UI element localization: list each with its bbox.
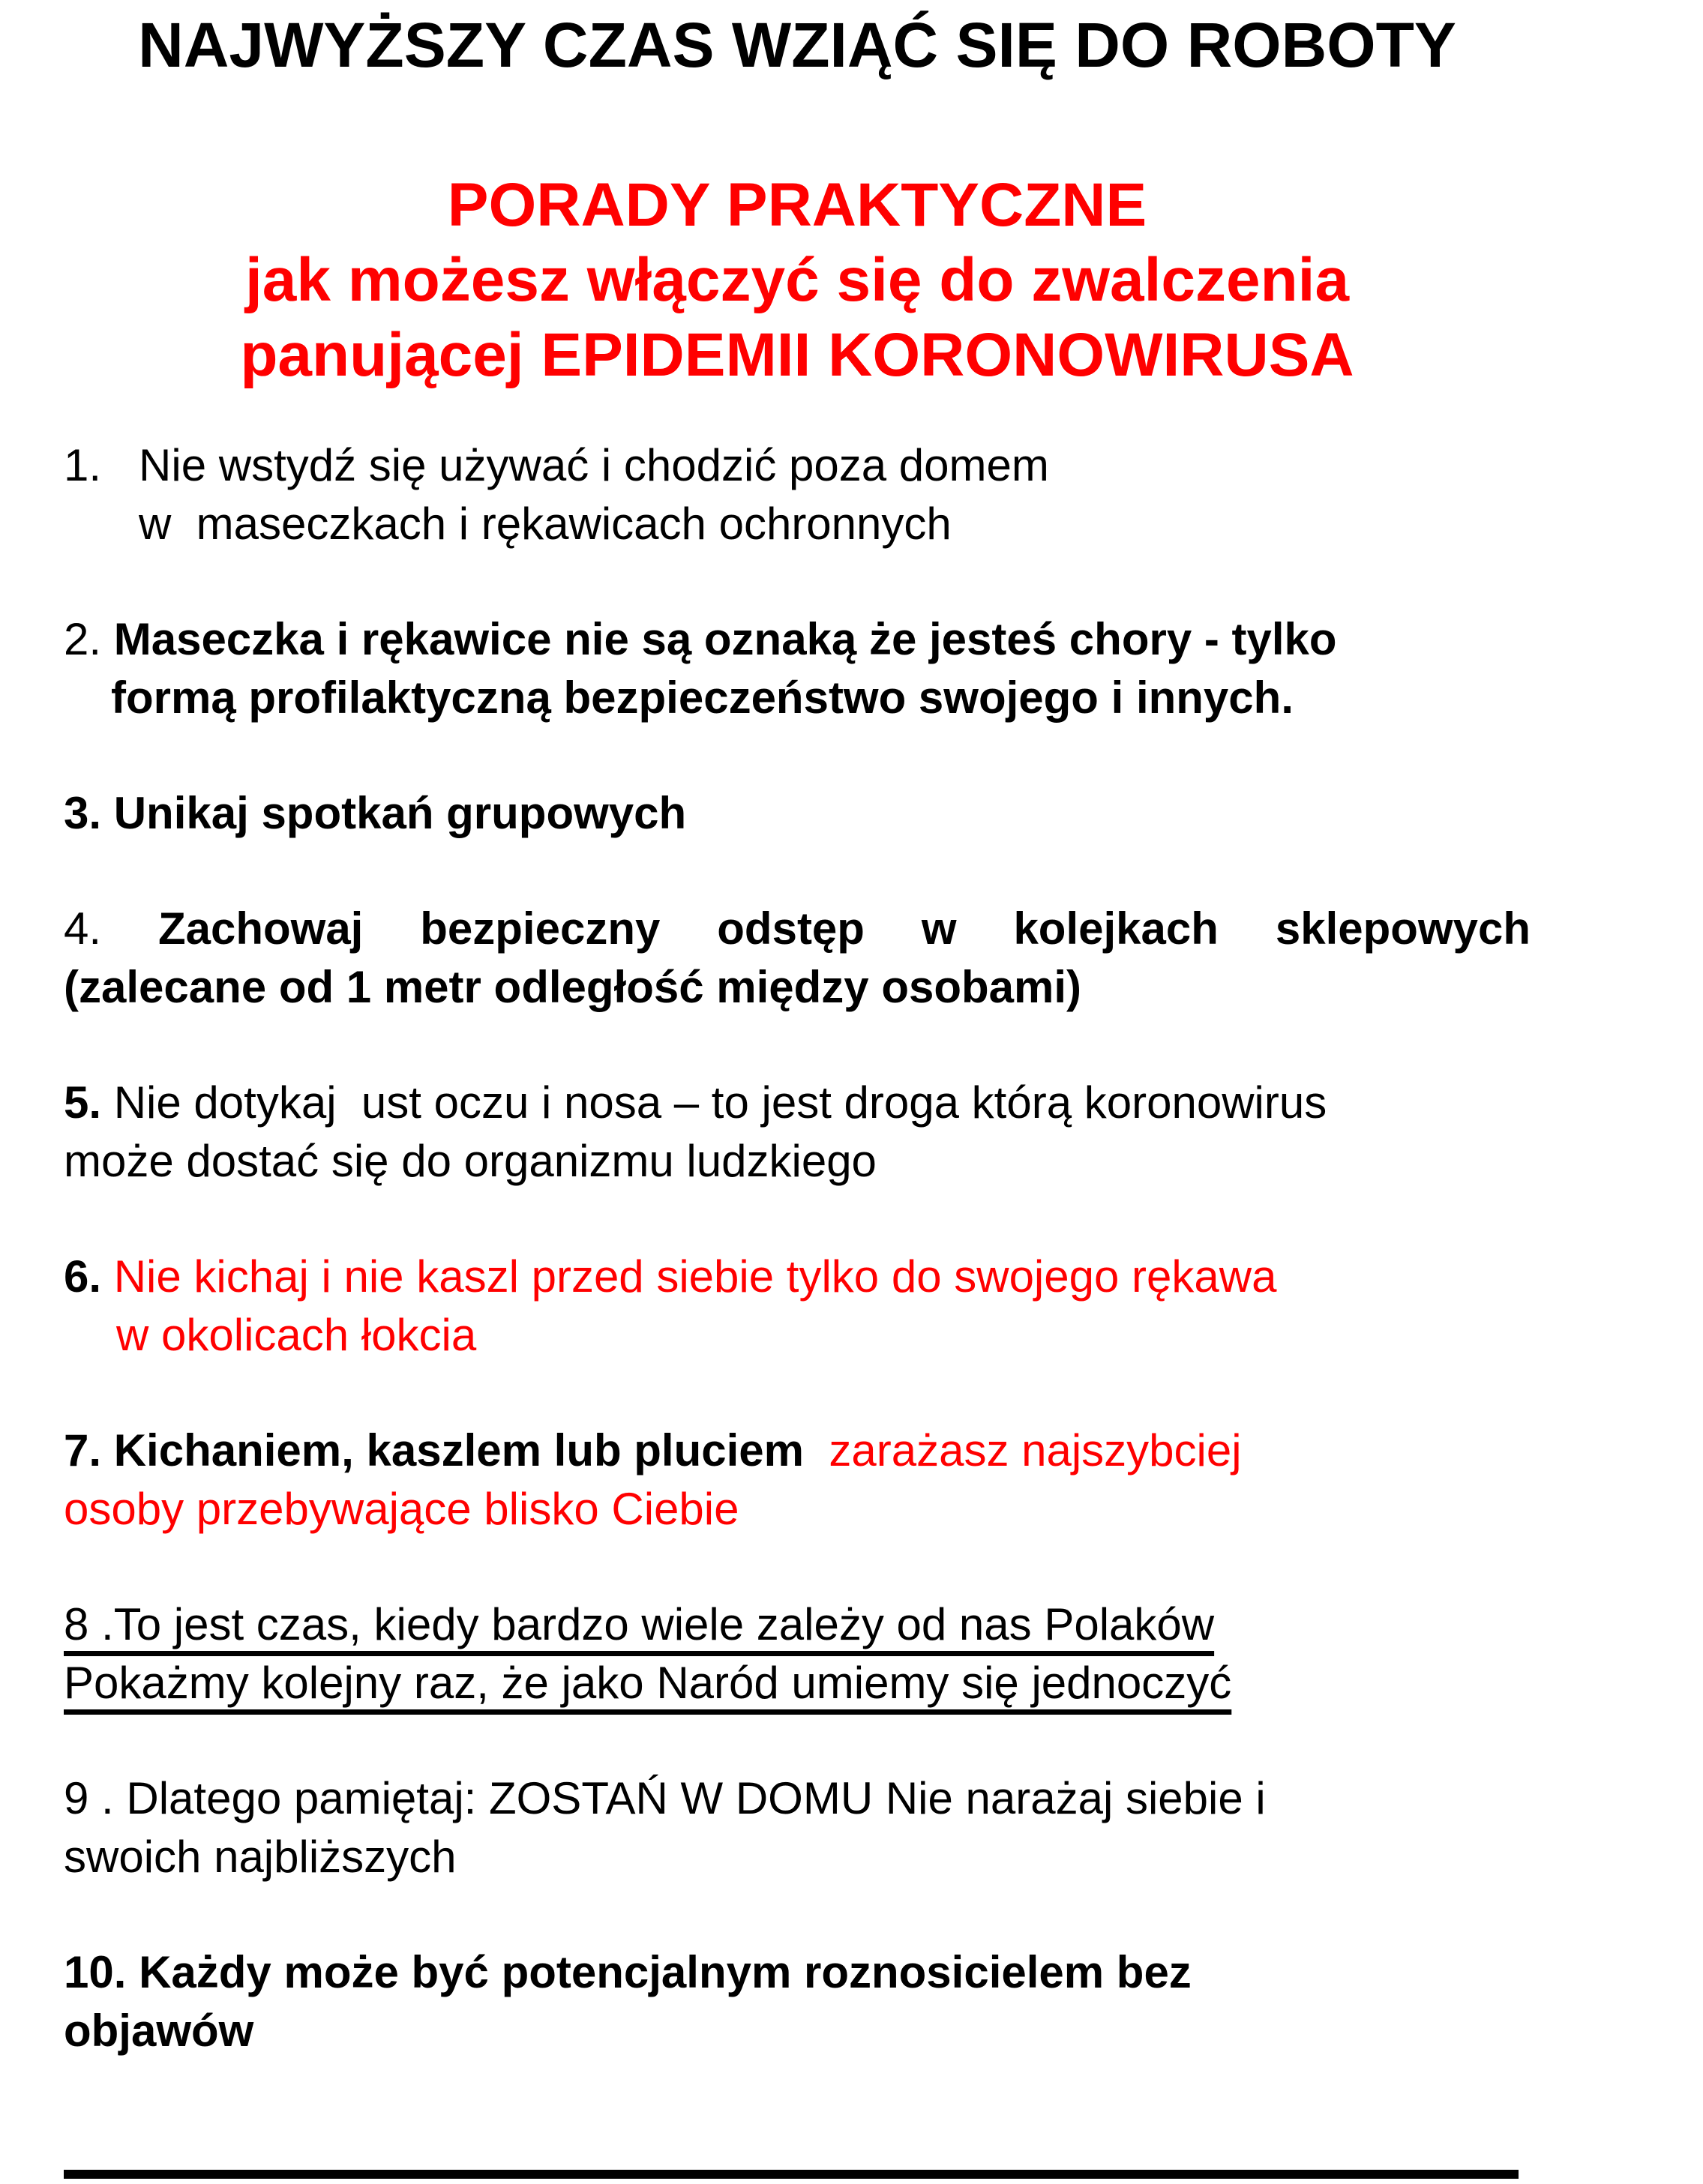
subtitle-line-3: panującej EPIDEMII KORONOWIRUSA [240, 321, 1354, 389]
item-9-line-1: 9 . Dlatego pamiętaj: ZOSTAŃ W DOMU Nie narażaj siebie i [64, 1773, 1266, 1823]
advice-item-2 [64, 610, 1531, 727]
item-7-bold-text: 7. Kichaniem, kaszlem lub pluciem [64, 1425, 805, 1475]
item-1-line-2: w maseczkach i rękawicach ochronnych [139, 499, 952, 549]
item-8-line-2: Pokażmy kolejny raz, że jako Naród umiemy się jednoczyć [64, 1658, 1232, 1708]
item-8-line-1: 8 .To jest czas, kiedy bardzo wiele zależy od nas Polaków [64, 1599, 1215, 1649]
advice-item-5 [64, 1074, 1531, 1191]
item-9-line-2: swoich najbliższych [64, 1832, 457, 1882]
advice-item-10 [64, 1943, 1531, 2060]
subtitle-line-2: jak możesz włączyć się do zwalczenia [244, 246, 1350, 314]
item-10-line-2: objawów [64, 2006, 254, 2056]
item-4-word: w [921, 903, 957, 954]
advice-item-6 [64, 1248, 1531, 1365]
advice-item-8 [64, 1595, 1531, 1712]
item-2-line-1 [64, 610, 1531, 669]
item-7-line-2: osoby przebywające blisko Ciebie [64, 1484, 739, 1534]
document-subtitle [64, 168, 1531, 393]
advice-item-9 [64, 1769, 1531, 1886]
item-2-number: 2. [64, 614, 114, 664]
item-4-line-2: (zalecane od 1 metr odległość między osobami) [64, 962, 1082, 1012]
item-7-line-1 [64, 1422, 1531, 1480]
item-2-bold-text: Maseczka i rękawice nie są oznaką że jesteś chory - tylko [113, 614, 1337, 664]
item-6-number: 6. [64, 1251, 102, 1302]
item-1-line-1: 1. Nie wstydź się używać i chodzić poza domem [64, 440, 1049, 490]
item-5-line-2: może dostać się do organizmu ludzkiego [64, 1136, 877, 1186]
item-2-line-2: formą profilaktyczną bezpieczeństwo swojego i innych. [111, 673, 1294, 723]
item-4-line-1 [64, 900, 1531, 958]
item-10-line-1: 10. Każdy może być potencjalnym roznosicielem bez [64, 1947, 1192, 1997]
item-4-word: kolejkach [1013, 903, 1219, 954]
advice-item-1 [64, 436, 1531, 553]
item-6-red-text: Nie kichaj i nie kaszl przed siebie tylko do swojego rękawa [101, 1251, 1277, 1302]
item-7-red-text: zarażasz najszybciej [804, 1425, 1242, 1475]
advice-item-7 [64, 1422, 1531, 1538]
item-4-word: odstęp [717, 903, 865, 954]
item-4-word: sklepowych [1275, 903, 1531, 954]
item-4-word: Zachowaj [157, 903, 364, 954]
item-6-line-2: w okolicach łokcia [116, 1310, 477, 1360]
item-5-number: 5. [64, 1077, 102, 1128]
document-title: NAJWYŻSZY CZAS WZIĄĆ SIĘ DO ROBOTY [138, 10, 1456, 80]
item-3-line-1: 3. Unikaj spotkań grupowych [64, 788, 687, 838]
item-4-word: bezpieczny [420, 903, 661, 954]
item-5-line-1 [64, 1074, 1531, 1132]
advice-item-3 [64, 784, 1531, 843]
subtitle-line-1: PORADY PRAKTYCZNE [447, 171, 1147, 239]
item-4-number: 4. [64, 903, 102, 954]
item-5-text: Nie dotykaj ust oczu i nosa – to jest droga którą koronowirus [101, 1077, 1327, 1128]
bottom-divider [64, 2170, 1519, 2179]
advice-item-4 [64, 900, 1531, 1017]
item-6-line-1 [64, 1248, 1531, 1306]
